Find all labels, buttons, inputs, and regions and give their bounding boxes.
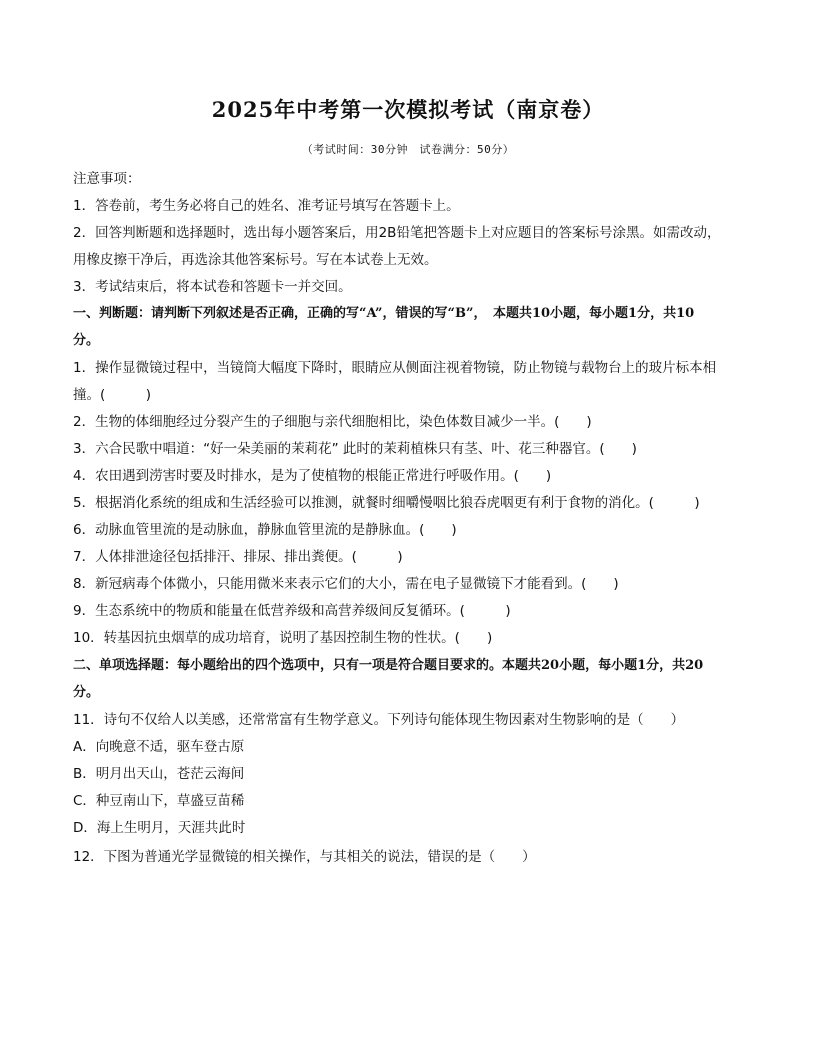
question: 1．操作显微镜过程中，当镜筒大幅度下降时，眼睛应从侧面注视着物镜，防止物镜与载物台上的玻片标本相 bbox=[73, 360, 717, 376]
question: 3．六合民歌中唱道：“好一朵美丽的茉莉花” 此时的茉莉植株只有茎、叶、花三种器官。( ) bbox=[73, 441, 637, 457]
question: 8．新冠病毒个体微小，只能用微米来表示它们的大小，需在电子显微镜下才能看到。( ) bbox=[73, 576, 619, 592]
notice-item: 用橡皮擦干净后，再选涂其他答案标号。写在本试卷上无效。 bbox=[73, 252, 438, 268]
notice-item: 1．答卷前，考生务必将自己的姓名、准考证号填写在答题卡上。 bbox=[73, 198, 460, 214]
notice-item: 3．考试结束后，将本试卷和答题卡一并交回。 bbox=[73, 279, 352, 295]
notice-item: 2．回答判断题和选择题时，选出每小题答案后，用2B铅笔把答题卡上对应题目的答案标号涂黑。如需改动， bbox=[73, 225, 721, 241]
question: 6．动脉血管里流的是动脉血，静脉血管里流的是静脉血。( ) bbox=[73, 522, 457, 538]
page-title: 2025年中考第一次模拟考试（南京卷） bbox=[211, 97, 605, 122]
question: 9．生态系统中的物质和能量在低营养级和高营养级间反复循环。( ) bbox=[73, 603, 511, 619]
question: 撞。( ) bbox=[73, 387, 152, 403]
option: A．向晚意不适，驱车登古原 bbox=[73, 739, 245, 755]
section-heading: 一、判断题：请判断下列叙述是否正确，正确的写“A”，错误的写“B”， 本题共10小题，每小题1分，共10 bbox=[73, 306, 695, 321]
notice-heading: 注意事项： bbox=[73, 171, 141, 187]
question: 4．农田遇到涝害时要及时排水，是为了使植物的根能正常进行呼吸作用。( ) bbox=[73, 468, 552, 484]
question: 11．诗句不仅给人以美感，还常常富有生物学意义。下列诗句能体现生物因素对生物影响的是（ ） bbox=[73, 712, 685, 728]
exam-info: （考试时间：30分钟 试卷满分：50分） bbox=[301, 143, 515, 156]
option: C．种豆南山下，草盛豆苗稀 bbox=[73, 793, 245, 809]
section-heading: 分。 bbox=[73, 685, 100, 700]
question: 5．根据消化系统的组成和生活经验可以推测，就餐时细嚼慢咽比狼吞虎咽更有利于食物的消化。( ) bbox=[73, 495, 700, 511]
section-heading: 分。 bbox=[73, 333, 100, 348]
option: D．海上生明月，天涯共此时 bbox=[73, 820, 246, 836]
question: 12．下图为普通光学显微镜的相关操作，与其相关的说法，错误的是（ ） bbox=[73, 849, 536, 865]
question: 2．生物的体细胞经过分裂产生的子细胞与亲代细胞相比，染色体数目减少一半。( ) bbox=[73, 414, 592, 430]
question: 7．人体排泄途径包括排汗、排尿、排出粪便。( ) bbox=[73, 549, 403, 565]
question: 10．转基因抗虫烟草的成功培育，说明了基因控制生物的性状。( ) bbox=[73, 630, 493, 646]
section-heading: 二、单项选择题：每小题给出的四个选项中，只有一项是符合题目要求的。本题共20小题，每小题1分，共20 bbox=[73, 658, 704, 673]
option: B．明月出天山，苍茫云海间 bbox=[73, 766, 245, 782]
